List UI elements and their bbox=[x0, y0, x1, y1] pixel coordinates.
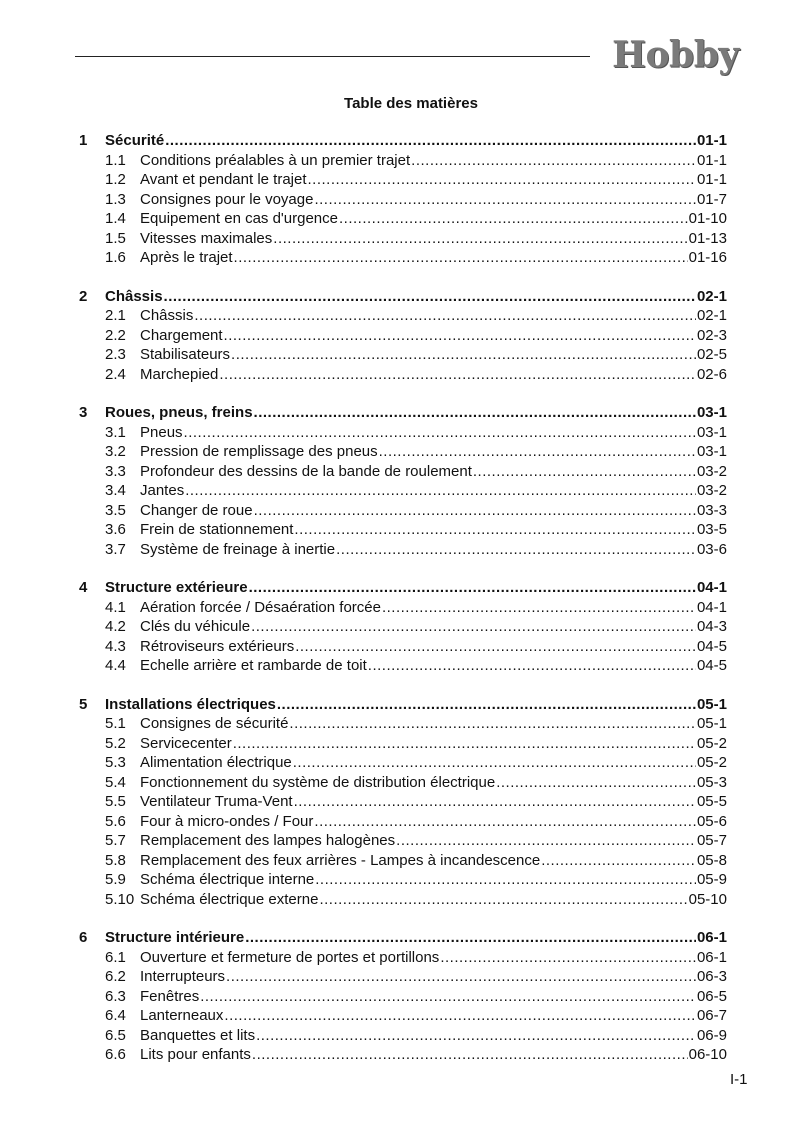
toc-section-entry[interactable] bbox=[79, 190, 727, 210]
toc-section-entry-label: Interrupteurs bbox=[140, 968, 226, 985]
toc-section-entry[interactable] bbox=[79, 423, 727, 443]
toc-section-entry-number: 1.6 bbox=[105, 249, 126, 266]
toc-section-entry-number: 6.1 bbox=[105, 948, 126, 966]
dot-leader bbox=[319, 890, 687, 910]
dot-leader bbox=[336, 540, 696, 560]
toc-section-entry[interactable] bbox=[79, 345, 727, 365]
toc-section-entry-page: 05-3 bbox=[696, 773, 727, 791]
toc-section-entry-label: Banquettes et lits bbox=[140, 1026, 256, 1044]
toc-section-entry-page: 06-3 bbox=[696, 968, 727, 985]
toc-section-entry-number: 5.3 bbox=[105, 754, 126, 771]
toc-section-entry-page: 03-6 bbox=[696, 540, 727, 558]
dot-leader bbox=[185, 481, 696, 501]
toc-chapter-entry-page: 04-1 bbox=[696, 579, 727, 596]
page-title: Table des matières bbox=[344, 95, 478, 112]
toc-section-entry-label: Stabilisateurs bbox=[140, 346, 231, 363]
toc-chapter-entry-label: Châssis bbox=[105, 287, 163, 305]
dot-leader bbox=[496, 773, 696, 793]
toc-section-entry-number: 6.4 bbox=[105, 1007, 126, 1024]
dot-leader bbox=[164, 287, 696, 307]
toc-section-entry-label: Conditions préalables à un premier trajet bbox=[140, 151, 411, 169]
dot-leader bbox=[289, 714, 696, 734]
toc-section-entry[interactable] bbox=[79, 967, 727, 987]
toc-chapter-entry[interactable] bbox=[79, 131, 727, 151]
dot-leader bbox=[256, 1026, 696, 1046]
toc-section-entry-number: 5.2 bbox=[105, 734, 126, 752]
toc-section-entry-number: 3.4 bbox=[105, 482, 126, 499]
toc-section-entry-number: 5.1 bbox=[105, 715, 126, 732]
toc-section-entry-label: Lits pour enfants bbox=[140, 1046, 251, 1063]
toc-section-entry-page: 02-6 bbox=[696, 365, 727, 383]
toc-section-entry-page: 05-6 bbox=[696, 812, 727, 830]
toc-section-entry-label: Echelle arrière et rambarde de toit bbox=[140, 657, 367, 674]
toc-section-entry[interactable] bbox=[79, 656, 727, 676]
toc-chapter bbox=[79, 928, 727, 1065]
dot-leader bbox=[368, 656, 696, 676]
toc-section-entry-label: Profondeur des dessins de la bande de roulement bbox=[140, 462, 472, 480]
toc-section-entry[interactable] bbox=[79, 1045, 727, 1065]
toc-section-entry-page: 01-1 bbox=[696, 171, 727, 188]
toc-chapter bbox=[79, 287, 727, 385]
dot-leader bbox=[277, 695, 696, 715]
toc-section-entry-page: 01-1 bbox=[696, 151, 727, 169]
toc-section-entry-page: 06-1 bbox=[696, 948, 727, 966]
toc-section-entry-label: Marchepied bbox=[140, 365, 219, 383]
toc-section-entry-page: 03-3 bbox=[696, 501, 727, 519]
toc-section-entry[interactable] bbox=[79, 734, 727, 754]
toc-chapter-entry-label: Structure intérieure bbox=[105, 929, 245, 946]
toc-section-entry-label: Aération forcée / Désaération forcée bbox=[140, 598, 381, 616]
toc-chapter-entry-page: 05-1 bbox=[696, 695, 727, 713]
toc-section-entry-page: 06-7 bbox=[696, 1007, 727, 1024]
toc-section-entry-label: Lanterneaux bbox=[140, 1007, 224, 1024]
toc-chapter-entry-number: 4 bbox=[79, 579, 88, 596]
toc-section-entry-page: 03-1 bbox=[696, 423, 727, 441]
toc-section-entry-label: Schéma électrique interne bbox=[140, 871, 315, 888]
dot-leader bbox=[273, 229, 687, 249]
dot-leader bbox=[184, 423, 696, 443]
dot-leader bbox=[339, 209, 688, 229]
toc-chapter-entry-page: 01-1 bbox=[696, 132, 727, 149]
toc-section-entry-page: 05-2 bbox=[696, 734, 727, 752]
toc-section-entry-page: 02-5 bbox=[696, 346, 727, 363]
toc-section-entry-number: 4.1 bbox=[105, 598, 126, 616]
toc-section-entry[interactable] bbox=[79, 870, 727, 890]
dot-leader bbox=[314, 190, 696, 210]
toc-section-entry-label: Frein de stationnement bbox=[140, 521, 294, 538]
toc-section-entry-label: Rétroviseurs extérieurs bbox=[140, 637, 295, 655]
toc-section-entry-label: Système de freinage à inertie bbox=[140, 540, 336, 558]
toc-section-entry-label: Vitesses maximales bbox=[140, 229, 273, 247]
toc-section-entry[interactable] bbox=[79, 365, 727, 385]
toc-section-entry[interactable] bbox=[79, 753, 727, 773]
toc-section-entry[interactable] bbox=[79, 170, 727, 190]
toc-section-entry[interactable] bbox=[79, 306, 727, 326]
dot-leader bbox=[224, 326, 696, 346]
toc-chapter bbox=[79, 578, 727, 676]
toc-section-entry-number: 1.5 bbox=[105, 229, 126, 247]
toc-section-entry-number: 3.1 bbox=[105, 423, 126, 441]
toc-section-entry[interactable] bbox=[79, 598, 727, 618]
toc-section-entry-page: 03-2 bbox=[696, 482, 727, 499]
toc-chapter-entry[interactable] bbox=[79, 403, 727, 423]
toc-section-entry[interactable] bbox=[79, 501, 727, 521]
toc-chapter bbox=[79, 403, 727, 559]
toc-section-entry-page: 04-1 bbox=[696, 598, 727, 616]
footer-page-number: I-1 bbox=[730, 1071, 748, 1088]
dot-leader bbox=[541, 851, 696, 871]
dot-leader bbox=[314, 812, 696, 832]
table-of-contents bbox=[79, 131, 727, 1084]
toc-chapter-entry[interactable] bbox=[79, 578, 727, 598]
dot-leader bbox=[440, 948, 696, 968]
toc-section-entry-label: Châssis bbox=[140, 307, 194, 324]
toc-section-entry-number: 6.2 bbox=[105, 968, 126, 985]
toc-section-entry[interactable] bbox=[79, 229, 727, 249]
dot-leader bbox=[293, 753, 696, 773]
header-rule bbox=[75, 56, 590, 57]
dot-leader bbox=[234, 248, 688, 268]
toc-section-entry[interactable] bbox=[79, 462, 727, 482]
toc-section-entry-page: 05-5 bbox=[696, 793, 727, 810]
toc-section-entry[interactable] bbox=[79, 773, 727, 793]
toc-chapter bbox=[79, 131, 727, 268]
dot-leader bbox=[473, 462, 696, 482]
toc-section-entry-number: 4.2 bbox=[105, 618, 126, 635]
toc-section-entry[interactable] bbox=[79, 714, 727, 734]
toc-section-entry[interactable] bbox=[79, 481, 727, 501]
dot-leader bbox=[382, 598, 696, 618]
toc-section-entry[interactable] bbox=[79, 831, 727, 851]
toc-section-entry-number: 1.4 bbox=[105, 210, 126, 227]
toc-section-entry-page: 05-10 bbox=[688, 890, 727, 908]
toc-section-entry-page: 05-9 bbox=[696, 871, 727, 888]
toc-section-entry-label: Changer de roue bbox=[140, 501, 253, 519]
dot-leader bbox=[396, 831, 696, 851]
toc-section-entry[interactable] bbox=[79, 442, 727, 462]
dot-leader bbox=[231, 345, 696, 365]
toc-section-entry-number: 5.7 bbox=[105, 832, 126, 849]
toc-section-entry-number: 1.3 bbox=[105, 190, 126, 208]
toc-section-entry-number: 2.3 bbox=[105, 346, 126, 363]
dot-leader bbox=[308, 170, 696, 190]
toc-section-entry[interactable] bbox=[79, 792, 727, 812]
toc-section-entry[interactable] bbox=[79, 520, 727, 540]
toc-section-entry-page: 01-13 bbox=[688, 229, 727, 247]
toc-section-entry-label: Fonctionnement du système de distribution électrique bbox=[140, 773, 496, 791]
toc-section-entry-number: 5.8 bbox=[105, 851, 126, 869]
toc-section-entry-page: 02-1 bbox=[696, 307, 727, 324]
toc-section-entry-page: 05-8 bbox=[696, 851, 727, 869]
toc-section-entry[interactable] bbox=[79, 987, 727, 1007]
toc-section-entry-page: 04-5 bbox=[696, 637, 727, 655]
toc-section-entry-number: 5.4 bbox=[105, 773, 126, 791]
toc-section-entry-label: Four à micro-ondes / Four bbox=[140, 812, 314, 830]
dot-leader bbox=[254, 403, 696, 423]
toc-chapter-entry[interactable] bbox=[79, 928, 727, 948]
toc-section-entry[interactable] bbox=[79, 812, 727, 832]
toc-section-entry-number: 5.5 bbox=[105, 793, 126, 810]
dot-leader bbox=[245, 928, 696, 948]
toc-chapter-entry-number: 1 bbox=[79, 132, 88, 149]
toc-section-entry-label: Clés du véhicule bbox=[140, 618, 251, 635]
toc-section-entry-number: 5.10 bbox=[105, 890, 135, 908]
toc-section-entry-number: 3.5 bbox=[105, 501, 126, 519]
toc-chapter-entry-page: 03-1 bbox=[696, 404, 727, 421]
toc-section-entry-label: Servicecenter bbox=[140, 734, 232, 752]
toc-section-entry[interactable] bbox=[79, 1026, 727, 1046]
toc-chapter-entry-page: 06-1 bbox=[696, 929, 727, 946]
toc-section-entry-label: Remplacement des feux arrières - Lampes à incandescence bbox=[140, 851, 541, 869]
toc-section-entry-page: 05-7 bbox=[696, 832, 727, 849]
toc-section-entry-number: 5.9 bbox=[105, 871, 126, 888]
dot-leader bbox=[233, 734, 696, 754]
toc-section-entry-label: Pression de remplissage des pneus bbox=[140, 443, 378, 460]
toc-section-entry[interactable] bbox=[79, 948, 727, 968]
toc-chapter-entry-label: Roues, pneus, freins bbox=[105, 404, 253, 421]
toc-section-entry[interactable] bbox=[79, 1006, 727, 1026]
toc-section-entry[interactable] bbox=[79, 540, 727, 560]
dot-leader bbox=[294, 520, 696, 540]
toc-section-entry-number: 6.5 bbox=[105, 1026, 126, 1044]
toc-section-entry-label: Schéma électrique externe bbox=[140, 890, 319, 908]
toc-section-entry-label: Avant et pendant le trajet bbox=[140, 171, 307, 188]
toc-section-entry-page: 04-3 bbox=[696, 618, 727, 635]
toc-chapter-entry[interactable] bbox=[79, 287, 727, 307]
toc-section-entry-label: Fenêtres bbox=[140, 987, 200, 1005]
dot-leader bbox=[254, 501, 696, 521]
toc-section-entry-page: 03-1 bbox=[696, 443, 727, 460]
toc-section-entry-number: 6.3 bbox=[105, 987, 126, 1005]
toc-section-entry-number: 3.7 bbox=[105, 540, 126, 558]
dot-leader bbox=[224, 1006, 696, 1026]
toc-section-entry-page: 06-10 bbox=[688, 1046, 727, 1063]
toc-chapter-entry-number: 6 bbox=[79, 929, 88, 946]
toc-chapter-entry[interactable] bbox=[79, 695, 727, 715]
toc-section-entry-number: 5.6 bbox=[105, 812, 126, 830]
toc-section-entry[interactable] bbox=[79, 209, 727, 229]
toc-section-entry-number: 1.2 bbox=[105, 171, 126, 188]
toc-chapter-entry-number: 5 bbox=[79, 695, 88, 713]
dot-leader bbox=[165, 131, 696, 151]
dot-leader bbox=[251, 617, 696, 637]
toc-section-entry-page: 05-2 bbox=[696, 754, 727, 771]
toc-section-entry-number: 1.1 bbox=[105, 151, 126, 169]
toc-section-entry-page: 03-2 bbox=[696, 462, 727, 480]
toc-section-entry-page: 06-5 bbox=[696, 987, 727, 1005]
toc-section-entry-number: 3.2 bbox=[105, 443, 126, 460]
dot-leader bbox=[295, 637, 696, 657]
toc-section-entry[interactable] bbox=[79, 326, 727, 346]
toc-chapter-entry-label: Installations électriques bbox=[105, 695, 276, 713]
dot-leader bbox=[200, 987, 696, 1007]
toc-section-entry[interactable] bbox=[79, 151, 727, 171]
toc-section-entry-label: Consignes de sécurité bbox=[140, 715, 289, 732]
dot-leader bbox=[226, 967, 696, 987]
toc-section-entry-label: Ouverture et fermeture de portes et portillons bbox=[140, 948, 440, 966]
dot-leader bbox=[411, 151, 696, 171]
brand-logo: Hobby bbox=[612, 34, 739, 76]
toc-chapter-entry-label: Sécurité bbox=[105, 132, 165, 149]
toc-section-entry-number: 2.1 bbox=[105, 307, 126, 324]
toc-section-entry-label: Equipement en cas d'urgence bbox=[140, 210, 338, 227]
toc-section-entry-page: 01-10 bbox=[688, 210, 727, 227]
toc-section-entry-number: 3.3 bbox=[105, 462, 126, 480]
toc-section-entry-page: 06-9 bbox=[696, 1026, 727, 1044]
toc-section-entry-number: 4.4 bbox=[105, 657, 126, 674]
toc-section-entry-label: Chargement bbox=[140, 326, 223, 344]
toc-chapter bbox=[79, 695, 727, 910]
toc-section-entry-page: 04-5 bbox=[696, 657, 727, 674]
toc-chapter-entry-label: Structure extérieure bbox=[105, 579, 248, 596]
dot-leader bbox=[379, 442, 696, 462]
dot-leader bbox=[219, 365, 696, 385]
toc-section-entry[interactable] bbox=[79, 851, 727, 871]
dot-leader bbox=[294, 792, 696, 812]
dot-leader bbox=[315, 870, 696, 890]
toc-chapter-entry-number: 3 bbox=[79, 404, 88, 421]
toc-section-entry-page: 02-3 bbox=[696, 326, 727, 344]
toc-section-entry-page: 01-16 bbox=[688, 249, 727, 266]
toc-section-entry-number: 4.3 bbox=[105, 637, 126, 655]
toc-section-entry[interactable] bbox=[79, 637, 727, 657]
toc-section-entry-number: 3.6 bbox=[105, 521, 126, 538]
toc-section-entry-label: Alimentation électrique bbox=[140, 754, 292, 771]
dot-leader bbox=[249, 578, 696, 598]
toc-section-entry-label: Ventilateur Truma-Vent bbox=[140, 793, 293, 810]
toc-chapter-entry-number: 2 bbox=[79, 287, 88, 305]
toc-section-entry-label: Remplacement des lampes halogènes bbox=[140, 832, 396, 849]
toc-section-entry-label: Pneus bbox=[140, 423, 183, 441]
toc-section-entry-page: 05-1 bbox=[696, 715, 727, 732]
dot-leader bbox=[194, 306, 696, 326]
toc-section-entry-page: 03-5 bbox=[696, 521, 727, 538]
toc-section-entry[interactable] bbox=[79, 890, 727, 910]
toc-section-entry-label: Jantes bbox=[140, 482, 185, 499]
toc-section-entry-label: Après le trajet bbox=[140, 249, 233, 266]
toc-section-entry-number: 2.4 bbox=[105, 365, 126, 383]
toc-section-entry-label: Consignes pour le voyage bbox=[140, 190, 314, 208]
toc-section-entry-number: 6.6 bbox=[105, 1046, 126, 1063]
toc-section-entry-number: 2.2 bbox=[105, 326, 126, 344]
toc-section-entry[interactable] bbox=[79, 248, 727, 268]
dot-leader bbox=[252, 1045, 688, 1065]
toc-chapter-entry-page: 02-1 bbox=[696, 287, 727, 305]
toc-section-entry-page: 01-7 bbox=[696, 190, 727, 208]
toc-section-entry[interactable] bbox=[79, 617, 727, 637]
